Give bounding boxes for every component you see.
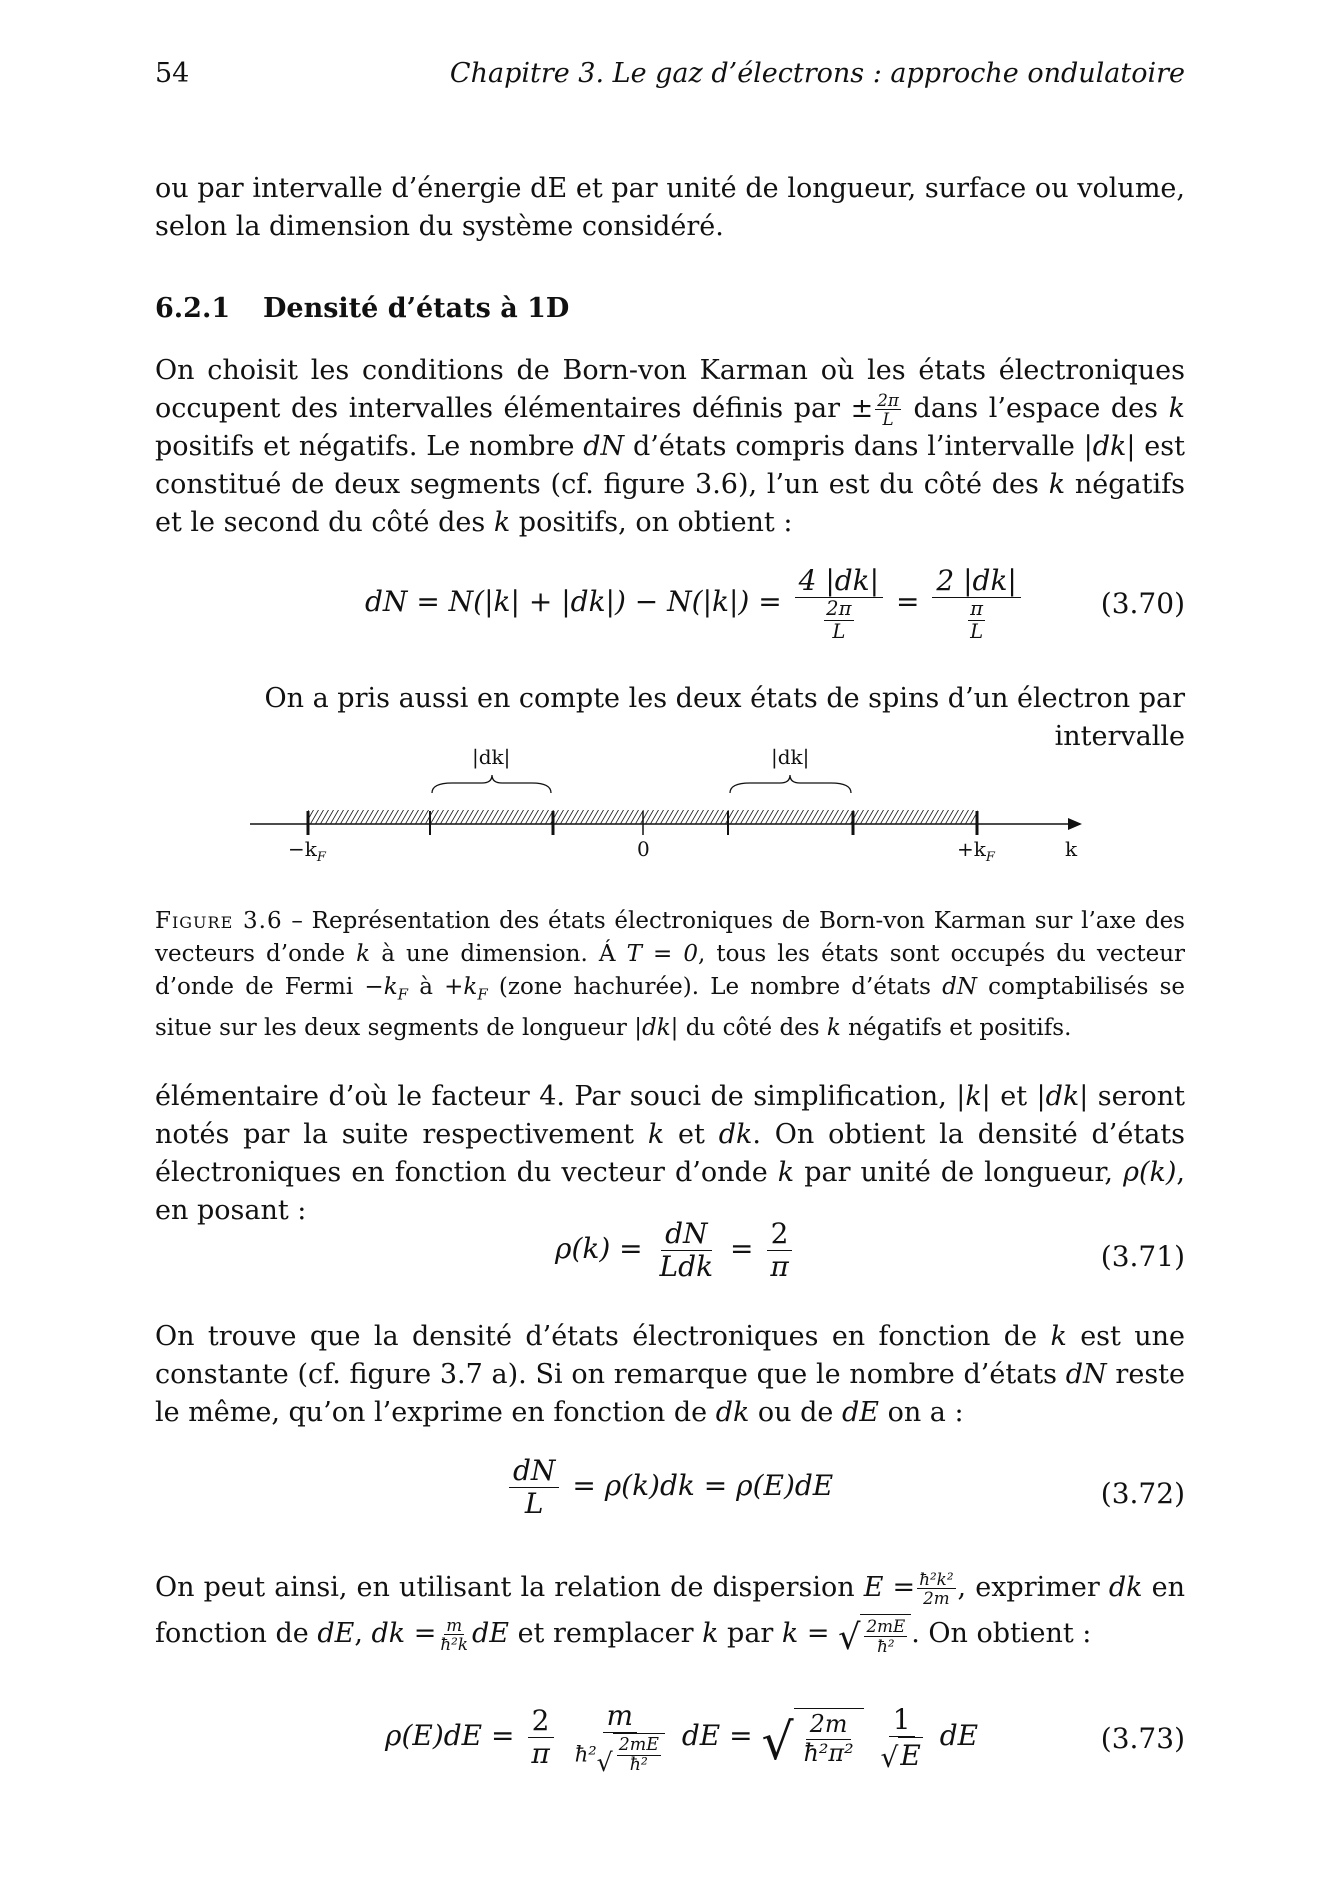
label-minus-kf: $-k_F$ — [288, 837, 326, 865]
section-number: 6.2.1 — [155, 293, 231, 324]
equation-number: (3.73) — [1100, 1722, 1185, 1755]
equation-number: (3.70) — [1100, 587, 1185, 620]
brace-right — [730, 775, 851, 793]
equation-3-70: dN = N(|k| + |dk|) − N(|k|) = $\frac{4 |dk|}{\frac{2\pi}{L}}$ = $\frac{2 |dk|}{\frac{\pi}{L}}$ (3.70) — [365, 564, 1185, 643]
brace-left — [432, 775, 551, 793]
running-header — [155, 58, 1185, 98]
chapter-title: Chapitre 3. Le gaz d’électrons : approche ondulatoire — [449, 58, 1185, 89]
figure-label: Figure 3.6 — [155, 908, 283, 934]
equation-number: (3.72) — [1100, 1477, 1185, 1510]
page-number: 54 — [155, 58, 190, 89]
brace-label-left: |dk| — [472, 745, 511, 769]
equation-3-71: ρ(k) = $\frac{dN}{\text{Ldk}}$ = $\frac{2}{\pi}$ (3.71) — [555, 1217, 1185, 1284]
section-title: Densité d’états à 1D — [263, 293, 570, 324]
paragraph-1: On choisit les conditions de Born-von Karman où les états électroniques occupent des intervalles élémentaires définis par ± $\frac{2\pi}{L}$ dans l’espace des k positifs et négatifs. Le nombre dN d’états compris dans l’intervalle |dk| est constitué de deux segments (cf. figure 3.6), l’un est du côté des k négatifs et le second du côté des k positifs, on obtient : — [155, 355, 1185, 539]
paragraph-2: On a pris aussi en compte les deux états de spins d’un électron par intervalle — [264, 683, 1185, 752]
equation-number: (3.71) — [1100, 1240, 1185, 1273]
figure-caption: Figure 3.6 – Représentation des états électroniques de Born-von Karman sur l’axe des vecteurs d’onde k à une dimension. Á T = 0, tous les états sont occupés du vecteur d’onde de Fermi $-k_F$ à $+k_F$ (zone hachurée). Le nombre d’états dN comptabilisés se situe sur les deux segments de longueur |dk| du côté des k négatifs et positifs. — [155, 908, 1186, 1041]
paragraph-4: On trouve que la densité d’états électroniques en fonction de k est une constante (cf. figure 3.7 a). Si on remarque que le nombre d’états dN reste le même, qu’on l’exprime en fonction de dk ou de dE on a : — [155, 1321, 1185, 1428]
equation-3-72: $\frac{dN}{L}$ = ρ(k)dk = ρ(E)dE (3.72) — [155, 1455, 1185, 1545]
intro-paragraph: ou par intervalle d’énergie dE et par unité de longueur, surface ou volume, selon la dimension du système considéré. — [155, 173, 1185, 242]
label-plus-kf: $+k_F$ — [957, 837, 995, 865]
brace-label-right: |dk| — [771, 745, 810, 769]
section-heading — [155, 293, 569, 324]
paragraph-5: On peut ainsi, en utilisant la relation de dispersion E = $\frac{\text{ħ²k²}}{2m}$ , exprimer dk en fonction de dE, dk = $\frac{m}{\text{ħ²k}}$ dE et remplacer k par k = √ $\frac{2mE}{\text{ħ²}}$ . On obtient : — [155, 1568, 1185, 1658]
axis-arrow — [1068, 818, 1082, 830]
paragraph-3: élémentaire d’où le facteur 4. Par souci de simplification, |k| et |dk| seront notés par la suite respectivement k et dk. On obtient la densité d’états électroniques en fonction du vecteur d’onde k par unité de longueur, ρ(k), en posant : — [155, 1081, 1185, 1226]
figure-3-6 — [250, 745, 1090, 865]
label-zero: 0 — [637, 837, 650, 861]
label-k: k — [1065, 837, 1078, 861]
equation-3-73: ρ(E)dE = $\frac{2}{\pi}$ m ħ² √ $\frac{2mE}{\text{ħ²}}$ dE = √ $\frac{2m}{\text{ħ²π²}}$ 1 √ E dE (3.73) — [385, 1699, 1185, 1778]
inline-fraction: $\frac{2\pi}{L}$ — [877, 389, 899, 429]
